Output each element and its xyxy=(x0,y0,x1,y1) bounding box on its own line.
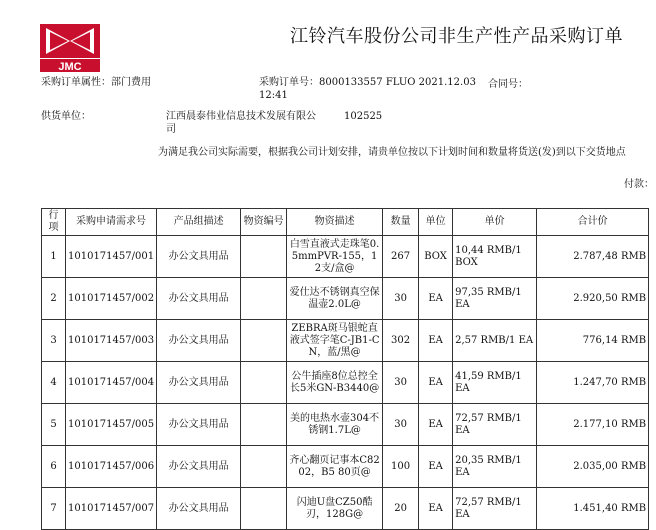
cell-material-no xyxy=(241,278,287,320)
cell-request-no: 1010171457/004 xyxy=(66,362,157,404)
header-material-no: 物资编号 xyxy=(241,209,287,236)
cell-request-no: 1010171457/005 xyxy=(66,404,157,446)
cell-line: 3 xyxy=(42,320,66,362)
jmc-logo-emblem-icon xyxy=(40,24,100,72)
table-row xyxy=(42,278,649,320)
supplier-name-line2: 司 xyxy=(166,124,176,135)
cell-unit-price: 72,57 RMB/1 EA xyxy=(453,488,537,530)
supplier-code: 102525 xyxy=(344,111,383,122)
cell-total: 2.920,50 RMB xyxy=(537,278,649,320)
cell-product-group: 办公文具用品 xyxy=(157,236,241,278)
cell-request-no: 1010171457/007 xyxy=(66,488,157,530)
table-header-row xyxy=(42,209,649,236)
cell-material-no xyxy=(241,236,287,278)
cell-total: 2.787,48 RMB xyxy=(537,236,649,278)
cell-line: 6 xyxy=(42,446,66,488)
cell-line: 4 xyxy=(42,362,66,404)
cell-product-group: 办公文具用品 xyxy=(157,446,241,488)
supplier-label: 供货单位： xyxy=(41,111,91,122)
order-attribute xyxy=(41,76,151,89)
cell-total: 1.451,40 RMB xyxy=(537,488,649,530)
cell-material-desc: 爱仕达不锈钢真空保温壶2.0L@ xyxy=(287,278,383,320)
cell-material-desc: ZEBRA斑马银蛇直液式签字笔C-JB1-CN，蓝/黑@ xyxy=(287,320,383,362)
cell-total: 1.247,70 RMB xyxy=(537,362,649,404)
cell-unit-price: 10,44 RMB/1 BOX xyxy=(453,236,537,278)
cell-material-no xyxy=(241,362,287,404)
cell-product-group: 办公文具用品 xyxy=(157,362,241,404)
cell-line: 1 xyxy=(42,236,66,278)
table-row xyxy=(42,320,649,362)
cell-quantity: 30 xyxy=(383,362,419,404)
cell-unit: EA xyxy=(419,278,453,320)
page-title: 江铃汽车股份公司非生产性产品采购订单 xyxy=(290,26,623,47)
order-number-label: 采购订单号： xyxy=(259,77,319,88)
cell-unit: EA xyxy=(419,404,453,446)
order-time: 12:41 xyxy=(259,90,288,101)
header-total: 合计价 xyxy=(537,209,649,236)
header-unit: 单位 xyxy=(419,209,453,236)
order-number-value: 8000133557 xyxy=(319,77,383,88)
order-attribute-label: 采购订单属性： xyxy=(41,77,111,88)
delivery-notice: 为满足我公司实际需要，根据我公司计划安排，请贵单位按以下计划时间和数量将货送(发)到以下交货地点 xyxy=(158,147,626,158)
cell-material-no xyxy=(241,488,287,530)
cell-material-desc: 美的电热水壶304不锈钢1.7L@ xyxy=(287,404,383,446)
cell-request-no: 1010171457/001 xyxy=(66,236,157,278)
cell-unit-price: 2,57 RMB/1 EA xyxy=(453,320,537,362)
cell-request-no: 1010171457/006 xyxy=(66,446,157,488)
cell-line: 7 xyxy=(42,488,66,530)
order-number xyxy=(259,76,476,89)
contract-number-label: 合同号： xyxy=(488,79,528,90)
cell-material-desc: 闪迪U盘CZ50酷刃，128G@ xyxy=(287,488,383,530)
header-product-group: 产品组描述 xyxy=(157,209,241,236)
cell-product-group: 办公文具用品 xyxy=(157,404,241,446)
header-material-desc: 物资描述 xyxy=(287,209,383,236)
cell-quantity: 100 xyxy=(383,446,419,488)
cell-material-no xyxy=(241,404,287,446)
cell-unit-price: 72,57 RMB/1 EA xyxy=(453,404,537,446)
logo-text: JMC xyxy=(58,61,82,72)
cell-unit-price: 41,59 RMB/1 EA xyxy=(453,362,537,404)
table-row xyxy=(42,362,649,404)
order-attribute-value: 部门费用 xyxy=(111,77,151,88)
cell-unit-price: 97,35 RMB/1 EA xyxy=(453,278,537,320)
supplier-name-line1: 江西晨泰伟业信息技术发展有限公 xyxy=(166,111,316,122)
cell-total: 2.035,00 RMB xyxy=(537,446,649,488)
cell-product-group: 办公文具用品 xyxy=(157,278,241,320)
cell-material-no xyxy=(241,320,287,362)
cell-product-group: 办公文具用品 xyxy=(157,488,241,530)
cell-quantity: 20 xyxy=(383,488,419,530)
header-line: 行项 xyxy=(42,209,66,236)
header-unit-price: 单价 xyxy=(453,209,537,236)
cell-total: 776,14 RMB xyxy=(537,320,649,362)
cell-total: 2.177,10 RMB xyxy=(537,404,649,446)
cell-request-no: 1010171457/002 xyxy=(66,278,157,320)
cell-unit: EA xyxy=(419,446,453,488)
order-code: FLUO xyxy=(385,77,416,88)
cell-product-group: 办公文具用品 xyxy=(157,320,241,362)
cell-unit: EA xyxy=(419,488,453,530)
table-row xyxy=(42,488,649,530)
header-request-no: 采购申请需求号 xyxy=(66,209,157,236)
cell-material-desc: 齐心翻页记事本C8202，B5 80页@ xyxy=(287,446,383,488)
payment-label: 付款： xyxy=(624,179,654,190)
cell-line: 5 xyxy=(42,404,66,446)
cell-request-no: 1010171457/003 xyxy=(66,320,157,362)
table-row xyxy=(42,446,649,488)
cell-unit: EA xyxy=(419,320,453,362)
header-quantity: 数量 xyxy=(383,209,419,236)
cell-unit: EA xyxy=(419,362,453,404)
cell-material-no xyxy=(241,446,287,488)
cell-unit: BOX xyxy=(419,236,453,278)
cell-quantity: 267 xyxy=(383,236,419,278)
order-date: 2021.12.03 xyxy=(418,77,476,88)
table-row xyxy=(42,236,649,278)
cell-material-desc: 公牛插座8位总控全长5米GN-B3440@ xyxy=(287,362,383,404)
cell-unit-price: 20,35 RMB/1 EA xyxy=(453,446,537,488)
cell-material-desc: 白雪直液式走珠笔0.5mmPVR-155，12支/盒@ xyxy=(287,236,383,278)
cell-line: 2 xyxy=(42,278,66,320)
jmc-logo xyxy=(40,24,100,72)
cell-quantity: 30 xyxy=(383,404,419,446)
cell-quantity: 30 xyxy=(383,278,419,320)
cell-quantity: 302 xyxy=(383,320,419,362)
items-table xyxy=(41,208,649,530)
table-row xyxy=(42,404,649,446)
